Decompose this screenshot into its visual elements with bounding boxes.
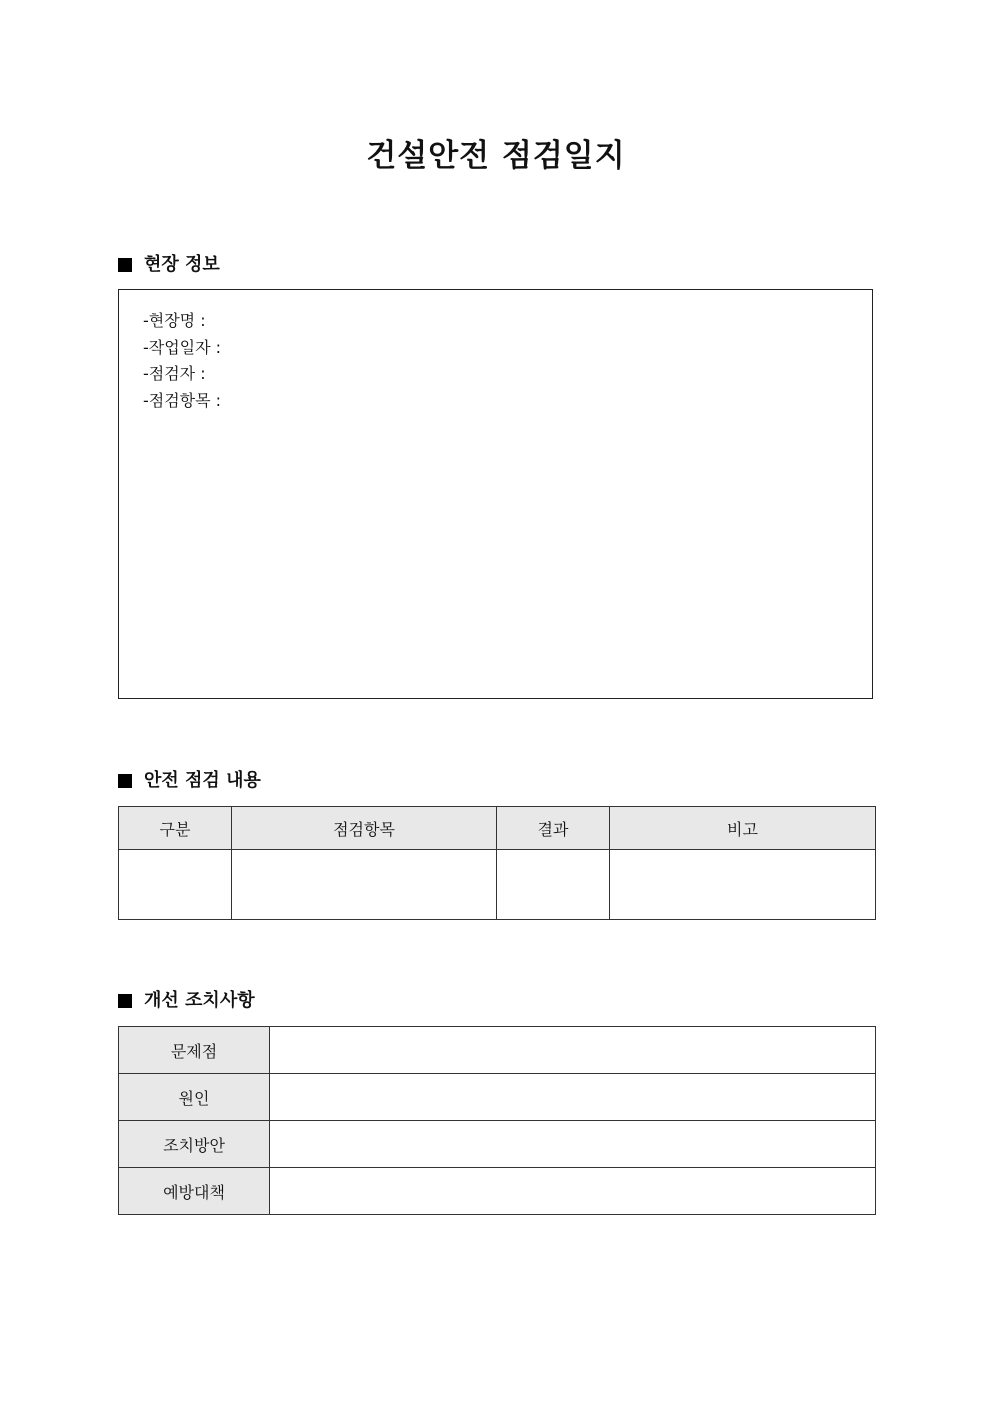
remarks-cell[interactable] [610, 850, 876, 920]
work-date-line: -작업일자 : [143, 337, 222, 357]
improvement-heading-label: 개선 조치사항 [144, 990, 255, 1011]
prevention-label: 예방대책 [119, 1168, 270, 1215]
site-name-line: -현장명 : [143, 311, 206, 330]
table-row [119, 1074, 876, 1121]
square-bullet-icon [118, 258, 132, 272]
inspection-items-line: -점검항목 : [143, 390, 222, 410]
table-row [119, 850, 876, 920]
check-item-cell[interactable] [232, 850, 497, 920]
inspector-line: -점검자 : [143, 364, 206, 383]
prevention-value[interactable] [270, 1168, 876, 1215]
square-bullet-icon [118, 774, 132, 788]
inspection-table [118, 806, 876, 920]
column-header-check-item: 점검항목 [232, 807, 497, 850]
cause-label: 원인 [119, 1074, 270, 1121]
column-header-remarks: 비고 [610, 807, 876, 850]
action-plan-value[interactable] [270, 1121, 876, 1168]
site-info-lines [143, 308, 221, 414]
inspection-heading-label: 안전 점검 내용 [144, 770, 261, 791]
improvement-heading [118, 989, 255, 1013]
document-title: 건설안전 점검일지 [366, 138, 626, 174]
table-row [119, 1168, 876, 1215]
site-info-heading-label: 현장 정보 [144, 254, 220, 275]
result-cell[interactable] [497, 850, 610, 920]
cause-value[interactable] [270, 1074, 876, 1121]
column-header-category: 구분 [119, 807, 232, 850]
column-header-result: 결과 [497, 807, 610, 850]
improvement-table [118, 1026, 876, 1215]
table-row [119, 1027, 876, 1074]
table-header-row [119, 807, 876, 850]
square-bullet-icon [118, 994, 132, 1008]
table-row [119, 1121, 876, 1168]
inspection-heading [118, 769, 261, 793]
action-plan-label: 조치방안 [119, 1121, 270, 1168]
category-cell[interactable] [119, 850, 232, 920]
problem-value[interactable] [270, 1027, 876, 1074]
site-info-heading [118, 253, 220, 277]
problem-label: 문제점 [119, 1027, 270, 1074]
site-info-box[interactable] [118, 289, 873, 699]
